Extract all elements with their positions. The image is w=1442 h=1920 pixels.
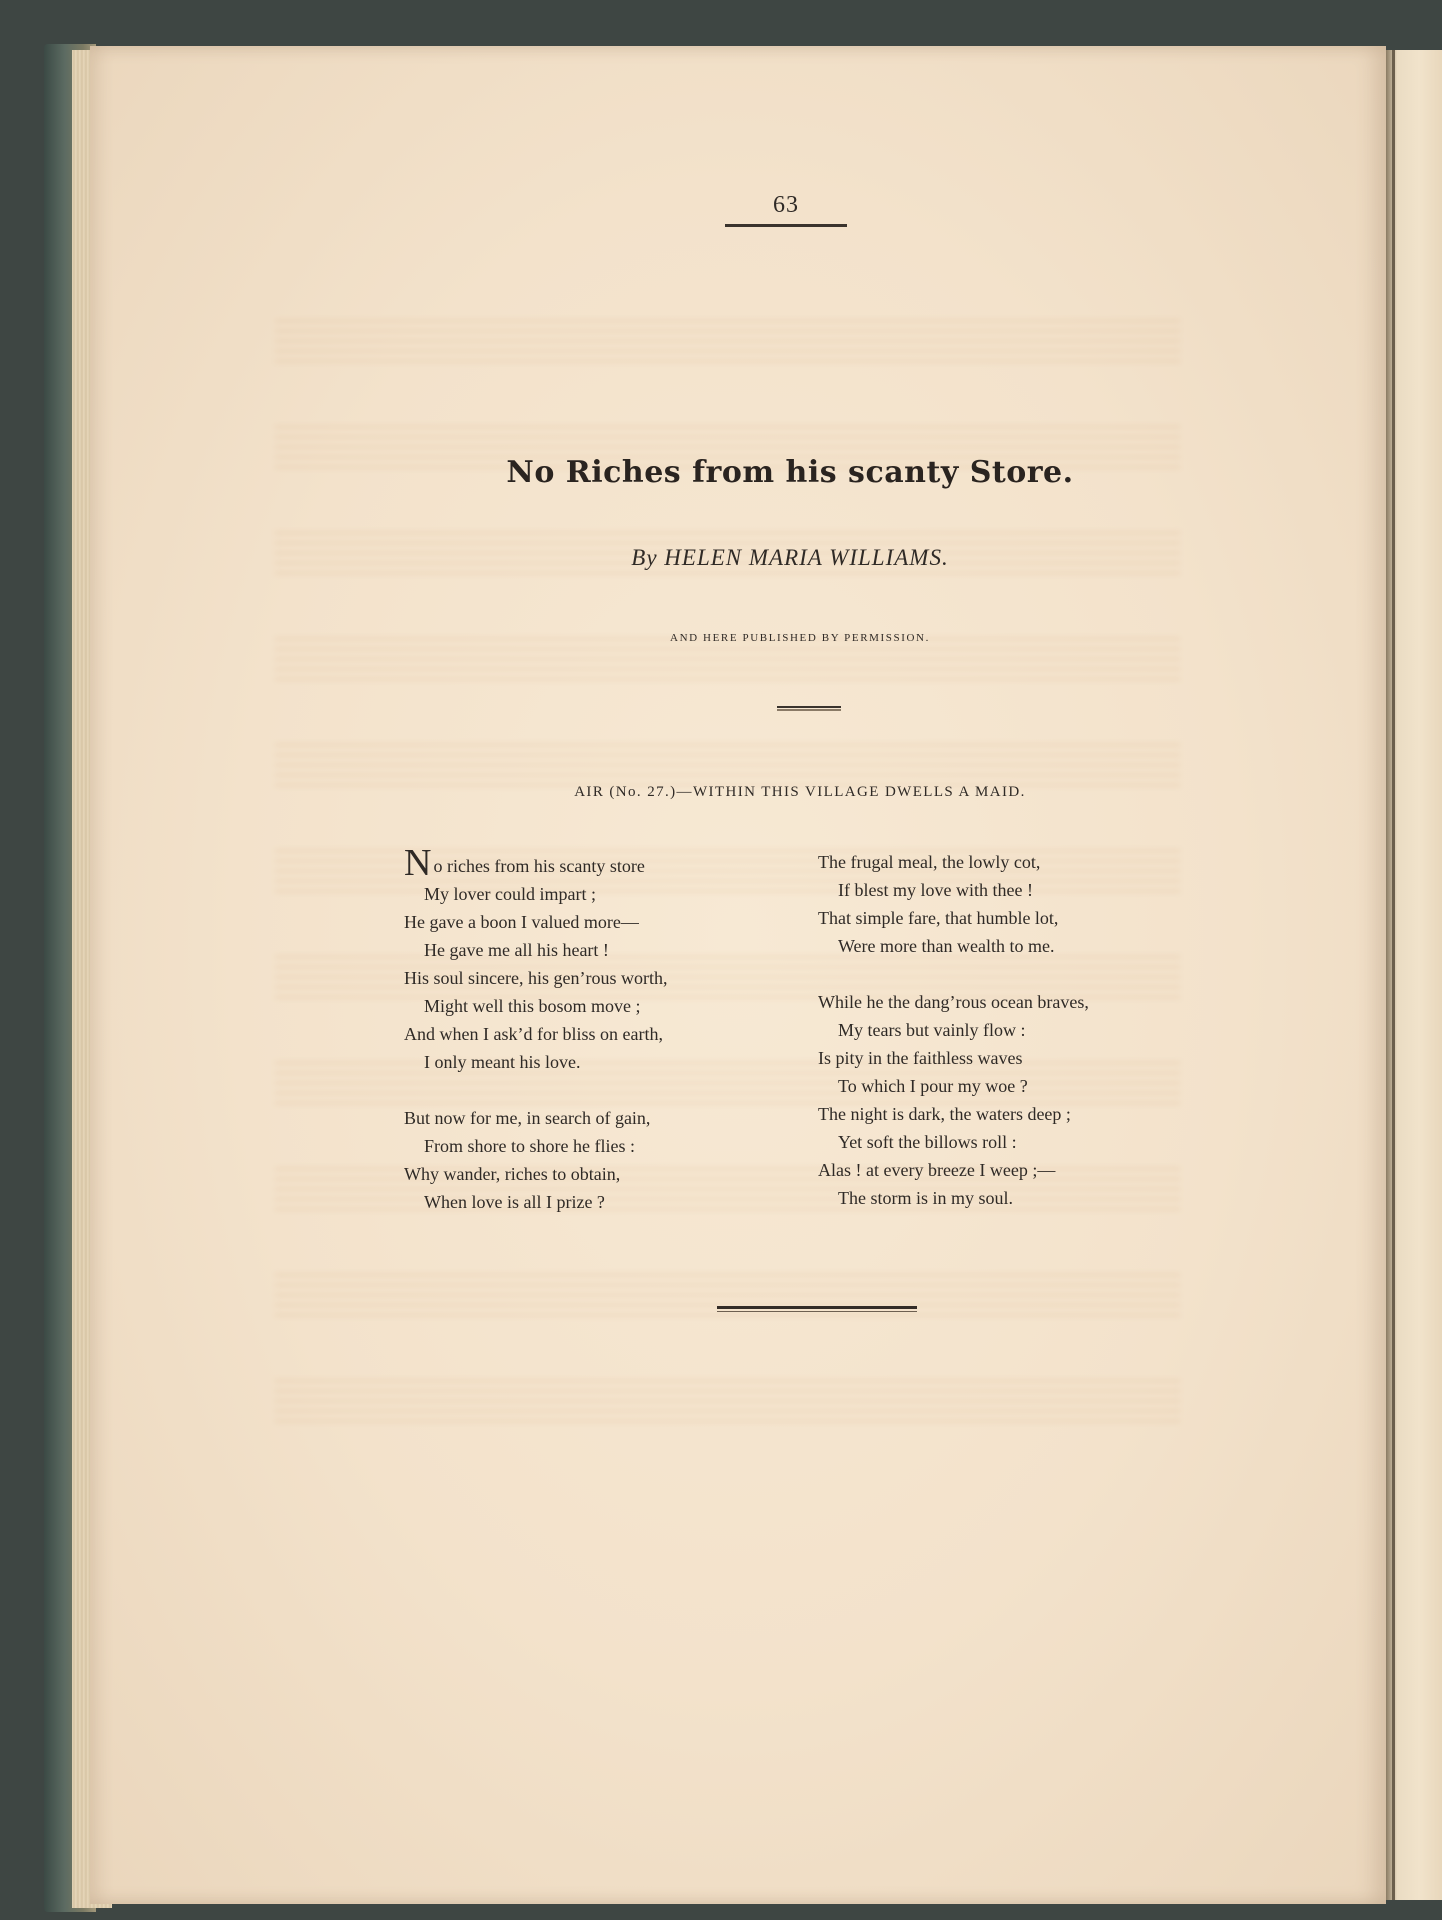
poem-left-column	[404, 842, 734, 1216]
poem-line: His soul sincere, his gen’rous worth,	[404, 968, 668, 988]
poem-line: But now for me, in search of gain,	[404, 1108, 651, 1128]
poem-line: To which I pour my woe ?	[838, 1076, 1028, 1096]
author-byline: By HELEN MARIA WILLIAMS.	[631, 545, 949, 570]
poem-line: The frugal meal, the lowly cot,	[818, 852, 1041, 872]
poem-line: Might well this bosom move ;	[424, 996, 641, 1016]
air-heading: AIR (No. 27.)—WITHIN THIS VILLAGE DWELLS A MAID.	[574, 784, 1026, 800]
poem-line: That simple fare, that humble lot,	[818, 908, 1059, 928]
stanza-break	[818, 960, 1178, 988]
stanza-break	[404, 1076, 734, 1104]
poem-line: My tears but vainly flow :	[838, 1020, 1026, 1040]
poem-line: When love is all I prize ?	[424, 1192, 605, 1212]
permission-note: AND HERE PUBLISHED BY PERMISSION.	[670, 632, 930, 644]
poem-line: He gave a boon I valued more—	[404, 912, 639, 932]
poem-line: While he the dang’rous ocean braves,	[818, 992, 1089, 1012]
poem-line: My lover could impart ;	[424, 884, 596, 904]
poem-line	[404, 842, 734, 884]
poem-line: Alas ! at every breeze I weep ;—	[818, 1160, 1056, 1180]
page-number: 63	[773, 192, 799, 218]
poem-right-column	[818, 848, 1178, 1212]
poem-line: Were more than wealth to me.	[838, 936, 1055, 956]
section-divider	[777, 706, 841, 708]
poem-line: I only meant his love.	[424, 1052, 581, 1072]
poem-line: From shore to shore he flies :	[424, 1136, 635, 1156]
drop-cap: N	[404, 842, 432, 884]
poem-line: And when I ask’d for bliss on earth,	[404, 1024, 663, 1044]
poem-title: No Riches from his scanty Store.	[506, 455, 1074, 490]
end-ornament-rule	[717, 1306, 917, 1309]
poem-line-text: o riches from his scanty store	[433, 856, 645, 876]
poem-line: He gave me all his heart !	[424, 940, 609, 960]
poem-line: If blest my love with thee !	[838, 880, 1033, 900]
page-number-rule	[725, 224, 847, 227]
poem-line: Yet soft the billows roll :	[838, 1132, 1017, 1152]
poem-line: Is pity in the faithless waves	[818, 1048, 1023, 1068]
poem-line: The night is dark, the waters deep ;	[818, 1104, 1071, 1124]
poem-line: The storm is in my soul.	[838, 1188, 1013, 1208]
poem-line: Why wander, riches to obtain,	[404, 1164, 621, 1184]
